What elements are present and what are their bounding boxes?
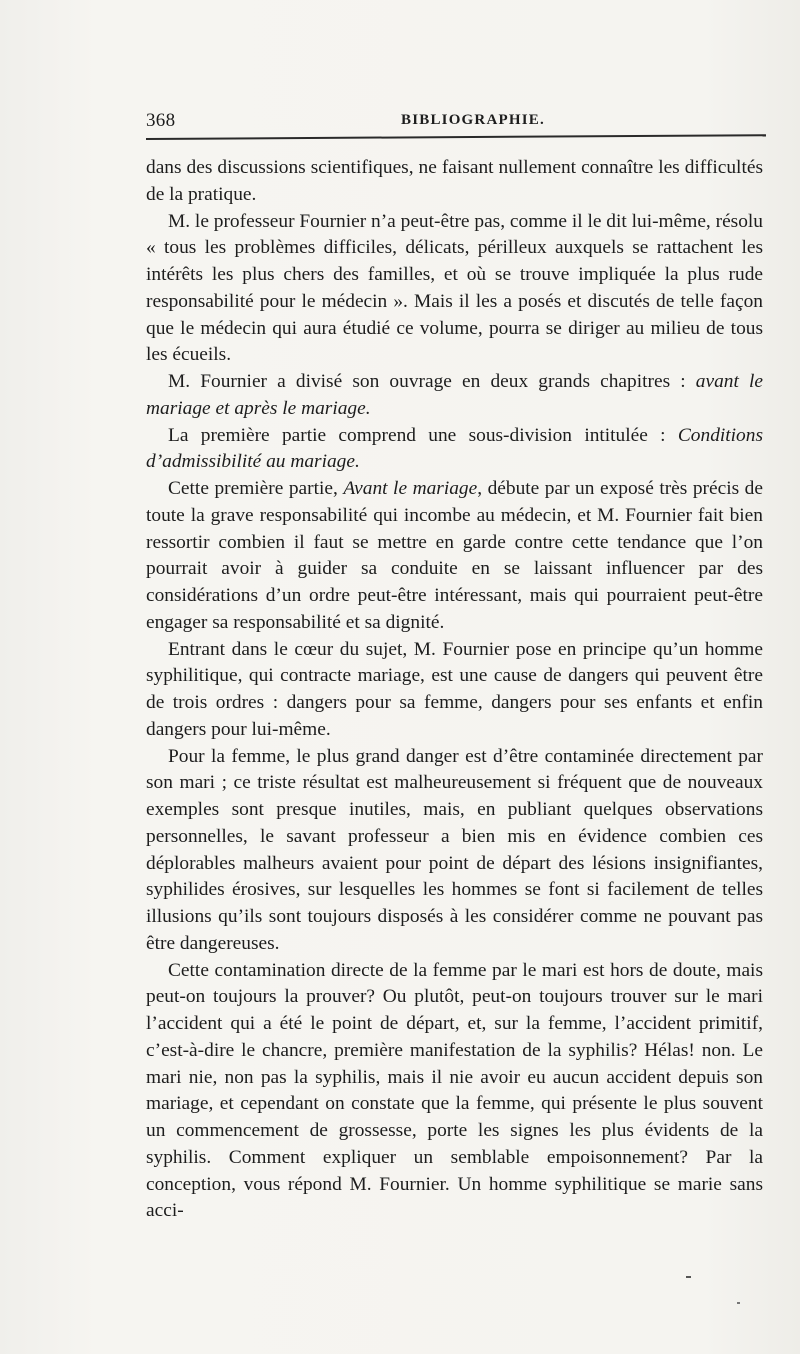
paper-speck — [737, 1302, 740, 1304]
italic-text: avant le mariage et après le mariage. — [146, 371, 763, 419]
paragraph — [146, 369, 763, 423]
paragraph: Cette contamination directe de la femme par le mari est hors de doute, mais peut-on toujours la prouver? Ou plutôt, peut-on toujours trouver sur le mari l’accident qui a été le point de départ, et, sur la femme, l’accident primitif, c’est-à-dire le chancre, première manifestation de la syphilis? Hélas! non. Le mari nie, non pas la syphilis, mais il nie avoir eu aucun accident depuis son mariage, et cependant on constate que la femme, qui présente le plus souvent un commencement de grossesse, porte les signes les plus évidents de la syphilis. Comment expliquer un semblable empoisonnement? Par la conception, vous répond M. Fournier. Un homme syphilitique se marie sans acci- — [146, 959, 763, 1222]
italic-text: Conditions d’admissibilité au mariage. — [146, 424, 763, 473]
paragraph: M. le professeur Fournier n’a peut-être pas, comme il le dit lui-même, résolu « tous les problèmes difficiles, délicats, périlleux auxquels se rattachent les intérêts les plus chers des familles, et où se trouve impliquée la plus rude responsabilité pour le médecin ». Mais il les a posés et discutés de telle façon que le médecin qui aura étudié ce volume, pourra se diriger au milieu de tous les écueils. — [146, 210, 764, 366]
paragraph — [146, 476, 763, 637]
page-header — [146, 110, 766, 134]
print-mark — [686, 1276, 691, 1278]
paragraph: Pour la femme, le plus grand danger est d’être contaminée directement par son mari ; ce triste résultat est malheureusement si fréquent que de nouveaux exemples sont presque inutiles, mais, en publiant quelques observations personnelles, le savant professeur a bien mis en évidence combien ces déplorables malheurs avaient pour point de départ des lésions insignifiantes, syphilides érosives, sur lesquelles les hommes se font si facilement de telles illusions qu’ils sont toujours disposés à les considérer comme ne pouvant pas être dangereuses. — [146, 745, 763, 954]
paragraph-text: M. Fournier a divisé son ouvrage en deux grands chapitres : — [168, 371, 696, 392]
paragraph-text: La première partie comprend une sous-division intitulée : — [168, 424, 678, 446]
paragraph: dans des discussions scientifiques, ne faisant nullement connaître les difficultés de la pratique. — [146, 157, 763, 205]
paragraph-text: Cette première partie, — [168, 478, 344, 499]
paragraph — [146, 423, 763, 477]
paragraph-text: , débute par un exposé très précis de toute la grave responsabilité qui incombe au médecin, et M. Fournier fait bien ressortir combien il faut se mettre en garde contre cette tendance que l’on pourrait avoir à guider sa conduite en se laissant influencer par des considérations d’un ordre peut-être intéressant, mais qui pourraient peut-être engager sa responsabilité et sa dignité. — [146, 478, 763, 633]
header-rule — [146, 134, 766, 140]
running-head: BIBLIOGRAPHIE. — [401, 112, 545, 128]
italic-text: Avant le mariage — [343, 478, 478, 499]
page-number: 368 — [146, 110, 176, 131]
paragraph: Entrant dans le cœur du sujet, M. Fournier pose en principe qu’un homme syphilitique, qui contracte mariage, est une cause de dangers qui peuvent être de trois ordres : dangers pour sa femme, dangers pour ses enfants et enfin dangers pour lui-même. — [146, 638, 763, 740]
body-text — [146, 155, 763, 1225]
